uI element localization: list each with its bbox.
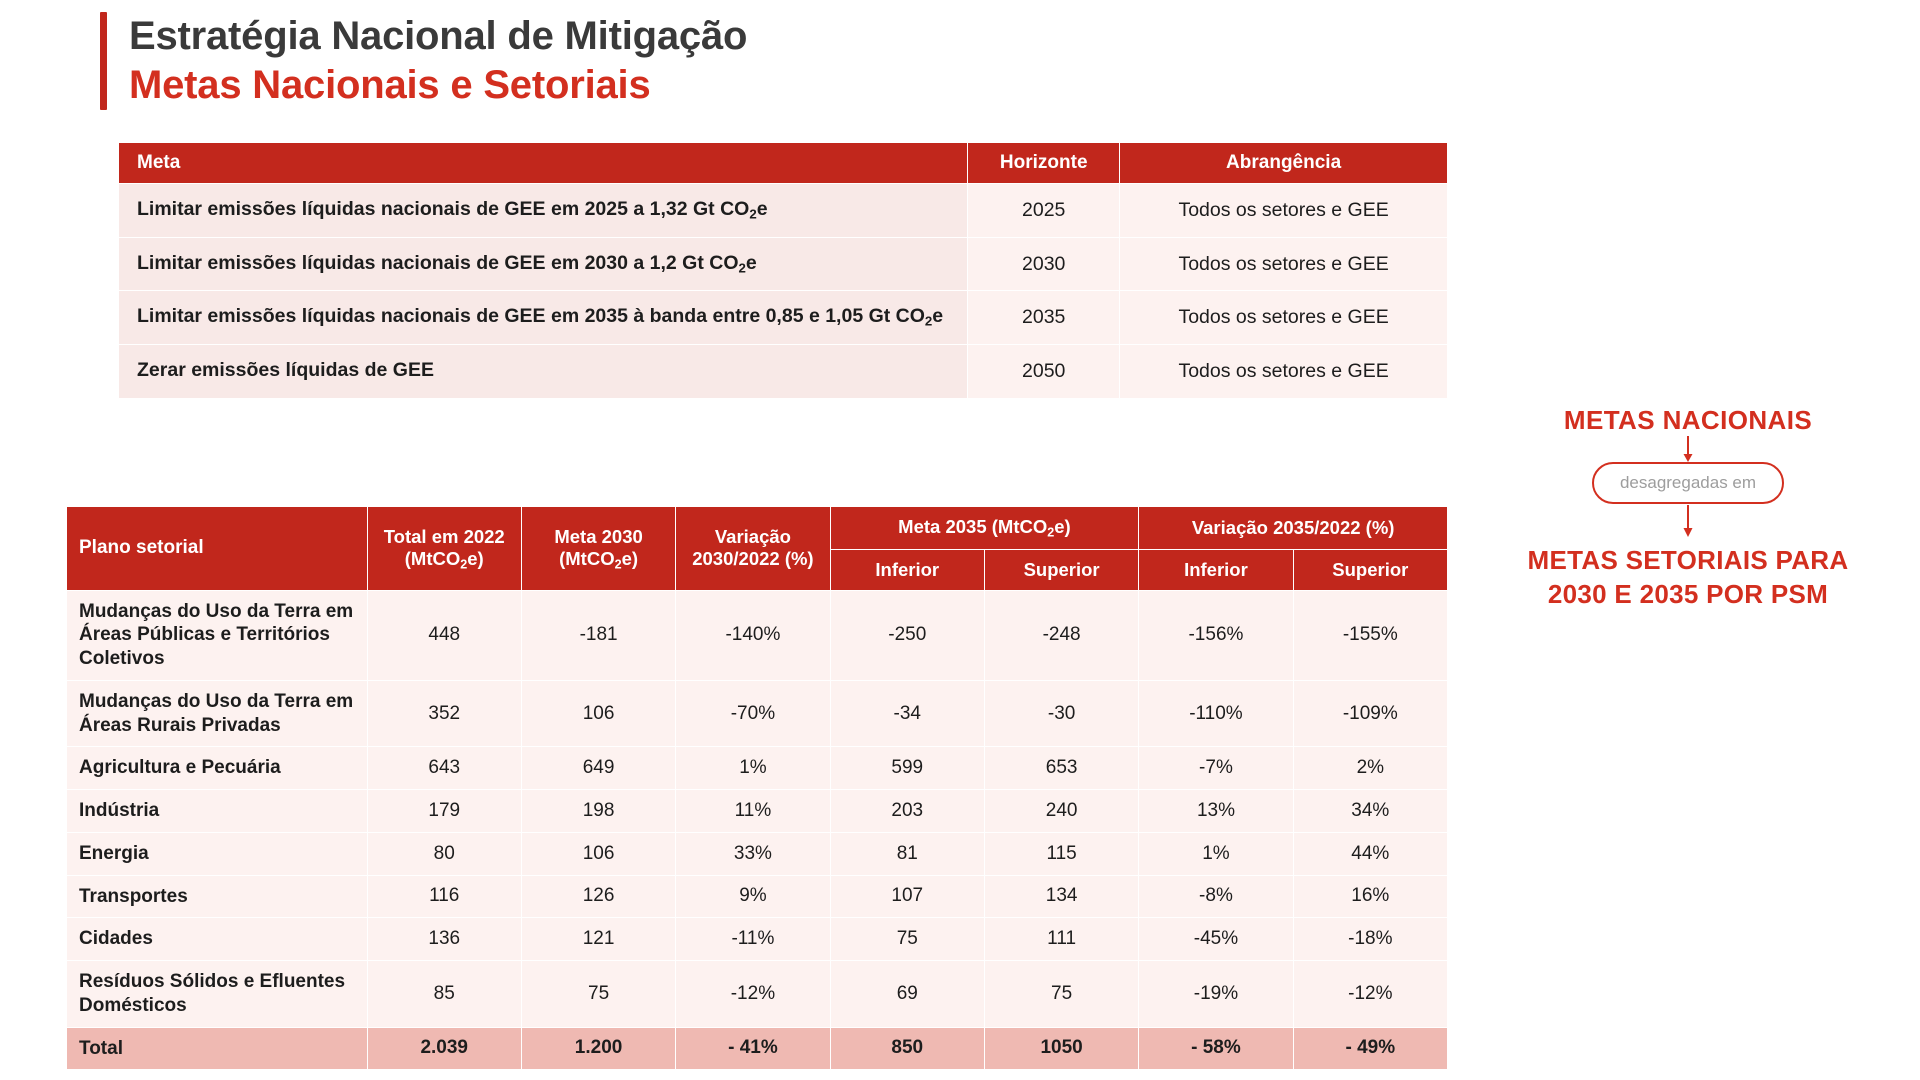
table-metas-nacionais <box>118 142 1448 399</box>
header-text-post: e) <box>467 547 484 569</box>
col-header-variacao-2035-inferior: Inferior <box>1139 549 1293 590</box>
page-title <box>100 12 747 110</box>
cell-meta-2030: -181 <box>521 590 675 680</box>
cell-var-2035-inf: 13% <box>1139 790 1293 833</box>
table-header-row-1 <box>67 507 1448 550</box>
title-line-1: Estratégia Nacional de Mitigação <box>129 14 748 58</box>
cell-meta-2030: 106 <box>521 832 675 875</box>
col-header-meta-2035-inferior: Inferior <box>830 549 984 590</box>
cell-meta-2035-inf: -250 <box>830 590 984 680</box>
cell-var-2035-sup: 34% <box>1293 790 1447 833</box>
cell-total-2022: 85 <box>367 961 521 1028</box>
col-header-meta-2035-superior: Superior <box>984 549 1138 590</box>
cell-meta-2035-inf: 81 <box>830 832 984 875</box>
cell-horizonte: 2035 <box>968 291 1120 345</box>
cell-var-2035-inf: -110% <box>1139 680 1293 747</box>
table-row <box>67 790 1448 833</box>
cell-sector: Mudanças do Uso da Terra em Áreas Rurais Privadas <box>67 680 368 747</box>
cell-var-2035-sup: 2% <box>1293 747 1447 790</box>
cell-meta <box>119 291 968 345</box>
meta-text-post: e <box>932 305 944 328</box>
table-row-total <box>67 1027 1448 1070</box>
table-row <box>67 832 1448 875</box>
cell-meta-2035-sup: 111 <box>984 918 1138 961</box>
table-row <box>67 961 1448 1028</box>
cell-total-2022: 352 <box>367 680 521 747</box>
table-plano-setorial <box>66 506 1448 1070</box>
cell-total-2022: 80 <box>367 832 521 875</box>
diagram-bottom-line-1: METAS SETORIAIS PARA <box>1527 545 1849 575</box>
cell-meta-2035-inf: -34 <box>830 680 984 747</box>
cell-var-2035-inf: - 58% <box>1139 1027 1293 1070</box>
header-text: Meta 2035 (MtCO <box>898 516 1048 537</box>
col-header-variacao-2030: Variação 2030/2022 (%) <box>676 507 830 591</box>
cell-var-2030: -70% <box>676 680 830 747</box>
cell-var-2030: 9% <box>676 875 830 918</box>
cell-var-2035-sup: 44% <box>1293 832 1447 875</box>
header-text: Total em 2022 (MtCO <box>383 525 505 569</box>
header-text: Meta 2030 (MtCO <box>554 525 643 569</box>
cell-meta-2030: 1.200 <box>521 1027 675 1070</box>
cell-abrangencia: Todos os setores e GEE <box>1120 345 1448 399</box>
diagram-pill-label: desagregadas em <box>1592 462 1784 504</box>
cell-meta-2035-inf: 107 <box>830 875 984 918</box>
cell-meta-2035-sup: 653 <box>984 747 1138 790</box>
diagram-top-label: METAS NACIONAIS <box>1563 405 1813 435</box>
table-row <box>67 680 1448 747</box>
cell-var-2030: -11% <box>676 918 830 961</box>
cell-horizonte: 2030 <box>968 237 1120 291</box>
cell-meta-2030: 75 <box>521 961 675 1028</box>
title-line-2: Metas Nacionais e Setoriais <box>129 62 651 107</box>
cell-meta <box>119 184 968 238</box>
meta-text: Limitar emissões líquidas nacionais de GEE em 2030 a 1,2 Gt CO <box>137 251 739 274</box>
cell-var-2035-sup: -18% <box>1293 918 1447 961</box>
table-row <box>119 237 1448 291</box>
arrow-down-top <box>1478 436 1898 462</box>
cell-var-2030: -12% <box>676 961 830 1028</box>
cell-var-2035-inf: 1% <box>1139 832 1293 875</box>
header-subscript: 2 <box>460 557 468 572</box>
table-row <box>119 291 1448 345</box>
col-header-variacao-2035-superior: Superior <box>1293 549 1447 590</box>
cell-meta-2030: 198 <box>521 790 675 833</box>
table-row <box>67 918 1448 961</box>
title-text-group <box>129 12 747 110</box>
cell-sector: Agricultura e Pecuária <box>67 747 368 790</box>
cell-meta-2035-inf: 69 <box>830 961 984 1028</box>
cell-total-2022: 179 <box>367 790 521 833</box>
cell-var-2035-sup: 16% <box>1293 875 1447 918</box>
table-row <box>67 590 1448 680</box>
diagram-bottom-line-2: 2030 E 2035 POR PSM <box>1547 578 1829 609</box>
cell-var-2030: - 41% <box>676 1027 830 1070</box>
cell-sector: Indústria <box>67 790 368 833</box>
cell-meta-2035-sup: 1050 <box>984 1027 1138 1070</box>
cell-sector: Energia <box>67 832 368 875</box>
diagram-bottom-label <box>1478 544 1898 612</box>
cell-var-2035-inf: -8% <box>1139 875 1293 918</box>
header-subscript: 2 <box>1047 525 1055 540</box>
table-row <box>67 747 1448 790</box>
cell-meta-2035-sup: -248 <box>984 590 1138 680</box>
cell-var-2030: -140% <box>676 590 830 680</box>
cell-var-2030: 33% <box>676 832 830 875</box>
cell-meta-2030: 106 <box>521 680 675 747</box>
cell-var-2035-inf: -7% <box>1139 747 1293 790</box>
cell-var-2030: 1% <box>676 747 830 790</box>
cell-var-2030: 11% <box>676 790 830 833</box>
cell-meta-2030: 126 <box>521 875 675 918</box>
cell-meta-2030: 649 <box>521 747 675 790</box>
cell-var-2035-inf: -156% <box>1139 590 1293 680</box>
cell-meta <box>119 345 968 399</box>
cell-total-2022: 448 <box>367 590 521 680</box>
meta-text-post: e <box>756 198 768 220</box>
meta-subscript: 2 <box>924 314 933 330</box>
table-row <box>67 875 1448 918</box>
meta-subscript: 2 <box>738 260 746 276</box>
cell-abrangencia: Todos os setores e GEE <box>1120 291 1448 345</box>
cell-total-2022: 643 <box>367 747 521 790</box>
table-row <box>119 345 1448 399</box>
cell-meta-2035-inf: 599 <box>830 747 984 790</box>
cell-meta-2035-sup: 134 <box>984 875 1138 918</box>
cell-meta-2035-sup: -30 <box>984 680 1138 747</box>
header-text-post: e) <box>1054 516 1071 537</box>
cell-meta-2035-inf: 850 <box>830 1027 984 1070</box>
cell-total-2022: 136 <box>367 918 521 961</box>
cell-sector: Mudanças do Uso da Terra em Áreas Públicas e Territórios Coletivos <box>67 590 368 680</box>
cell-sector: Cidades <box>67 918 368 961</box>
meta-subscript: 2 <box>749 206 757 222</box>
meta-text: Limitar emissões líquidas nacionais de GEE em 2035 à banda entre 0,85 e 1,05 Gt CO <box>137 305 925 328</box>
cell-meta-2035-inf: 203 <box>830 790 984 833</box>
col-header-abrangencia: Abrangência <box>1120 143 1448 184</box>
cell-meta-2035-inf: 75 <box>830 918 984 961</box>
arrow-down-bottom <box>1478 504 1898 538</box>
meta-text-post: e <box>745 251 757 274</box>
cell-var-2035-sup: -12% <box>1293 961 1447 1028</box>
col-header-meta-2035 <box>830 507 1139 550</box>
table-row <box>119 184 1448 238</box>
cell-horizonte: 2025 <box>968 184 1120 238</box>
cell-var-2035-inf: -45% <box>1139 918 1293 961</box>
header-text-post: e) <box>621 547 639 569</box>
metas-flow-diagram <box>1478 405 1898 612</box>
header-subscript: 2 <box>614 557 622 572</box>
cell-var-2035-inf: -19% <box>1139 961 1293 1028</box>
cell-total-2022: 116 <box>367 875 521 918</box>
table-header-row <box>119 143 1448 184</box>
cell-abrangencia: Todos os setores e GEE <box>1120 184 1448 238</box>
cell-var-2035-sup: -155% <box>1293 590 1447 680</box>
cell-sector: Transportes <box>67 875 368 918</box>
col-header-meta-2030 <box>521 507 675 591</box>
cell-var-2035-sup: -109% <box>1293 680 1447 747</box>
cell-abrangencia: Todos os setores e GEE <box>1120 237 1448 291</box>
cell-meta-2035-sup: 115 <box>984 832 1138 875</box>
cell-var-2035-sup: - 49% <box>1293 1027 1447 1070</box>
cell-meta-2030: 121 <box>521 918 675 961</box>
col-header-horizonte: Horizonte <box>968 143 1120 184</box>
cell-meta-2035-sup: 240 <box>984 790 1138 833</box>
cell-sector: Total <box>67 1027 368 1070</box>
cell-sector: Resíduos Sólidos e Efluentes Domésticos <box>67 961 368 1028</box>
title-accent-bar <box>100 12 107 110</box>
cell-horizonte: 2050 <box>968 345 1120 399</box>
col-header-meta: Meta <box>119 143 968 184</box>
cell-total-2022: 2.039 <box>367 1027 521 1070</box>
col-header-plano-setorial: Plano setorial <box>67 507 368 591</box>
cell-meta-2035-sup: 75 <box>984 961 1138 1028</box>
cell-meta <box>119 237 968 291</box>
meta-text: Limitar emissões líquidas nacionais de GEE em 2025 a 1,32 Gt CO <box>137 198 750 220</box>
col-header-total-2022 <box>367 507 521 591</box>
meta-text: Zerar emissões líquidas de GEE <box>137 359 434 382</box>
col-header-variacao-2035: Variação 2035/2022 (%) <box>1139 507 1448 550</box>
